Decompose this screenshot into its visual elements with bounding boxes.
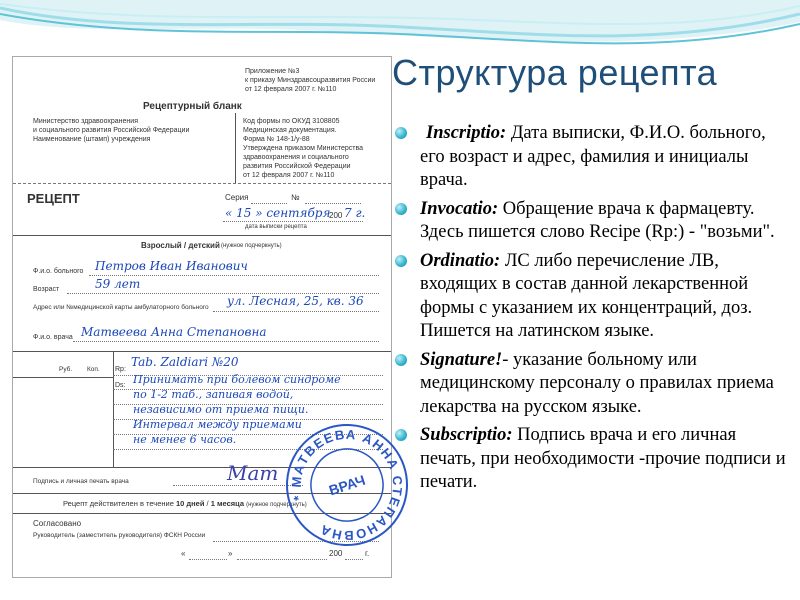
- patient-value: Петров Иван Иванович: [95, 259, 248, 273]
- list-item: [392, 250, 790, 344]
- list-item: [392, 198, 790, 245]
- adult-child-label: Взрослый / детский: [141, 241, 220, 250]
- item-text: ЛС либо перечисление ЛВ, входящих в состав данной лекарственной формы с указанием их концентраций, доз. Пишется на латинском языке.: [420, 250, 753, 341]
- item-text: Подпись врача и его личная печать, при необходимости -прочие подписи и печати.: [420, 425, 786, 492]
- adult-child-hint: (нужное подчеркнуть): [221, 243, 282, 249]
- item-term: Signature!: [420, 349, 503, 370]
- list-item: [392, 424, 790, 495]
- bottom-year: 200: [329, 549, 343, 558]
- number-label: №: [291, 193, 300, 202]
- bottom-quote-open: «: [181, 549, 186, 558]
- kop-label: Коп.: [87, 366, 100, 373]
- ministry-line-2: и социального развития Российской Федерации: [33, 127, 190, 134]
- okud-line-3: Форма № 148-1/у-88: [243, 136, 310, 143]
- slide-title: Структура рецепта: [392, 52, 718, 93]
- age-label: Возраст: [33, 286, 60, 293]
- rp-value: Tab. Zaldiari №20: [131, 355, 239, 369]
- address-label: Адрес или №медицинской карты амбулаторного больного: [33, 304, 209, 311]
- ds-line-2: по 1-2 таб., запивая водой,: [133, 388, 294, 401]
- date-handwritten: « 15 » сентября: [225, 206, 331, 220]
- bullet-icon: [395, 203, 407, 215]
- validity-line: Рецепт действителен в течение 10 дней / 1 месяца (нужное подчеркнуть): [63, 499, 307, 508]
- item-text: Дата выписки, Ф.И.О. больного, его возраст и адрес, фамилия и инициалы врача.: [420, 123, 766, 190]
- item-text: - указание больному или медицинскому персоналу о правилах приема лекарства на русском языке.: [420, 349, 774, 417]
- age-value: 59 лет: [95, 277, 141, 291]
- bullet-icon: [395, 354, 407, 366]
- rp-label: Rp:: [115, 366, 126, 373]
- item-text: Обращение врача к фармацевту. Здесь пишется слово Recipe (Rp:) - "возьми".: [420, 198, 775, 242]
- appendix-line-1: Приложение №3: [245, 68, 300, 75]
- okud-line-1: Код формы по ОКУД 3108805: [243, 118, 340, 125]
- ds-line-3: независимо от приема пищи.: [133, 403, 309, 416]
- year-handwritten: 7 г.: [344, 206, 366, 220]
- sign-label: Подпись и личная печать врача: [33, 478, 129, 485]
- item-term: Subscriptio:: [420, 425, 513, 445]
- list-item: [392, 122, 790, 193]
- ds-label: Ds:: [115, 382, 126, 389]
- patient-label: Ф.и.о. больного: [33, 268, 84, 275]
- ds-line-1: Принимать при болевом синдроме: [133, 373, 341, 386]
- agreed-label: Согласовано: [33, 519, 82, 528]
- okud-line-7: от 12 февраля 2007 г. №110: [243, 172, 335, 179]
- list-item: [392, 349, 790, 420]
- bullet-icon: [395, 127, 407, 139]
- recept-heading: РЕЦЕПТ: [27, 191, 80, 206]
- structure-list: [392, 122, 790, 500]
- okud-line-2: Медицинская документация.: [243, 127, 337, 134]
- appendix-line-3: от 12 февраля 2007 г. №110: [245, 86, 337, 93]
- stamp-ring-text: * МАТВЕЕВА АННА СТЕПАНОВНА: [288, 426, 406, 544]
- item-term: Ordinatio:: [420, 250, 501, 271]
- year-printed: 200: [329, 211, 343, 220]
- doctor-label: Ф.и.о. врача: [33, 334, 73, 341]
- item-term: Invocatio:: [420, 198, 499, 219]
- okud-line-4: Утверждена приказом Министерства: [243, 145, 364, 152]
- blank-title: Рецептурный бланк: [143, 101, 242, 112]
- bottom-quote-close: »: [228, 549, 233, 558]
- okud-line-5: здравоохранения и социального: [243, 154, 349, 161]
- item-term: Inscriptio:: [426, 123, 507, 143]
- series-label: Серия: [225, 193, 249, 202]
- stamp-center-text: ВРАЧ: [326, 471, 368, 499]
- doctor-value: Матвеева Анна Степановна: [81, 325, 267, 339]
- ministry-line-3: Наименование (штамп) учреждения: [33, 136, 151, 143]
- head-label: Руководитель (заместитель руководителя) ФСКН России: [33, 532, 206, 539]
- doctor-signature: Мат: [227, 461, 279, 485]
- ds-line-5: не менее 6 часов.: [133, 433, 237, 446]
- ds-line-4: Интервал между приемами: [133, 418, 302, 431]
- okud-line-6: развития Российской Федерации: [243, 163, 351, 170]
- appendix-line-2: к приказу Минздравсоцразвития России: [245, 77, 376, 84]
- address-value: ул. Лесная, 25, кв. 36: [227, 294, 364, 308]
- bullet-icon: [395, 255, 407, 267]
- bullet-icon: [395, 429, 407, 441]
- ministry-line-1: Министерство здравоохранения: [33, 118, 138, 125]
- date-caption: дата выписки рецепта: [245, 224, 307, 230]
- bottom-g: г.: [365, 549, 370, 558]
- rub-label: Руб.: [59, 366, 73, 373]
